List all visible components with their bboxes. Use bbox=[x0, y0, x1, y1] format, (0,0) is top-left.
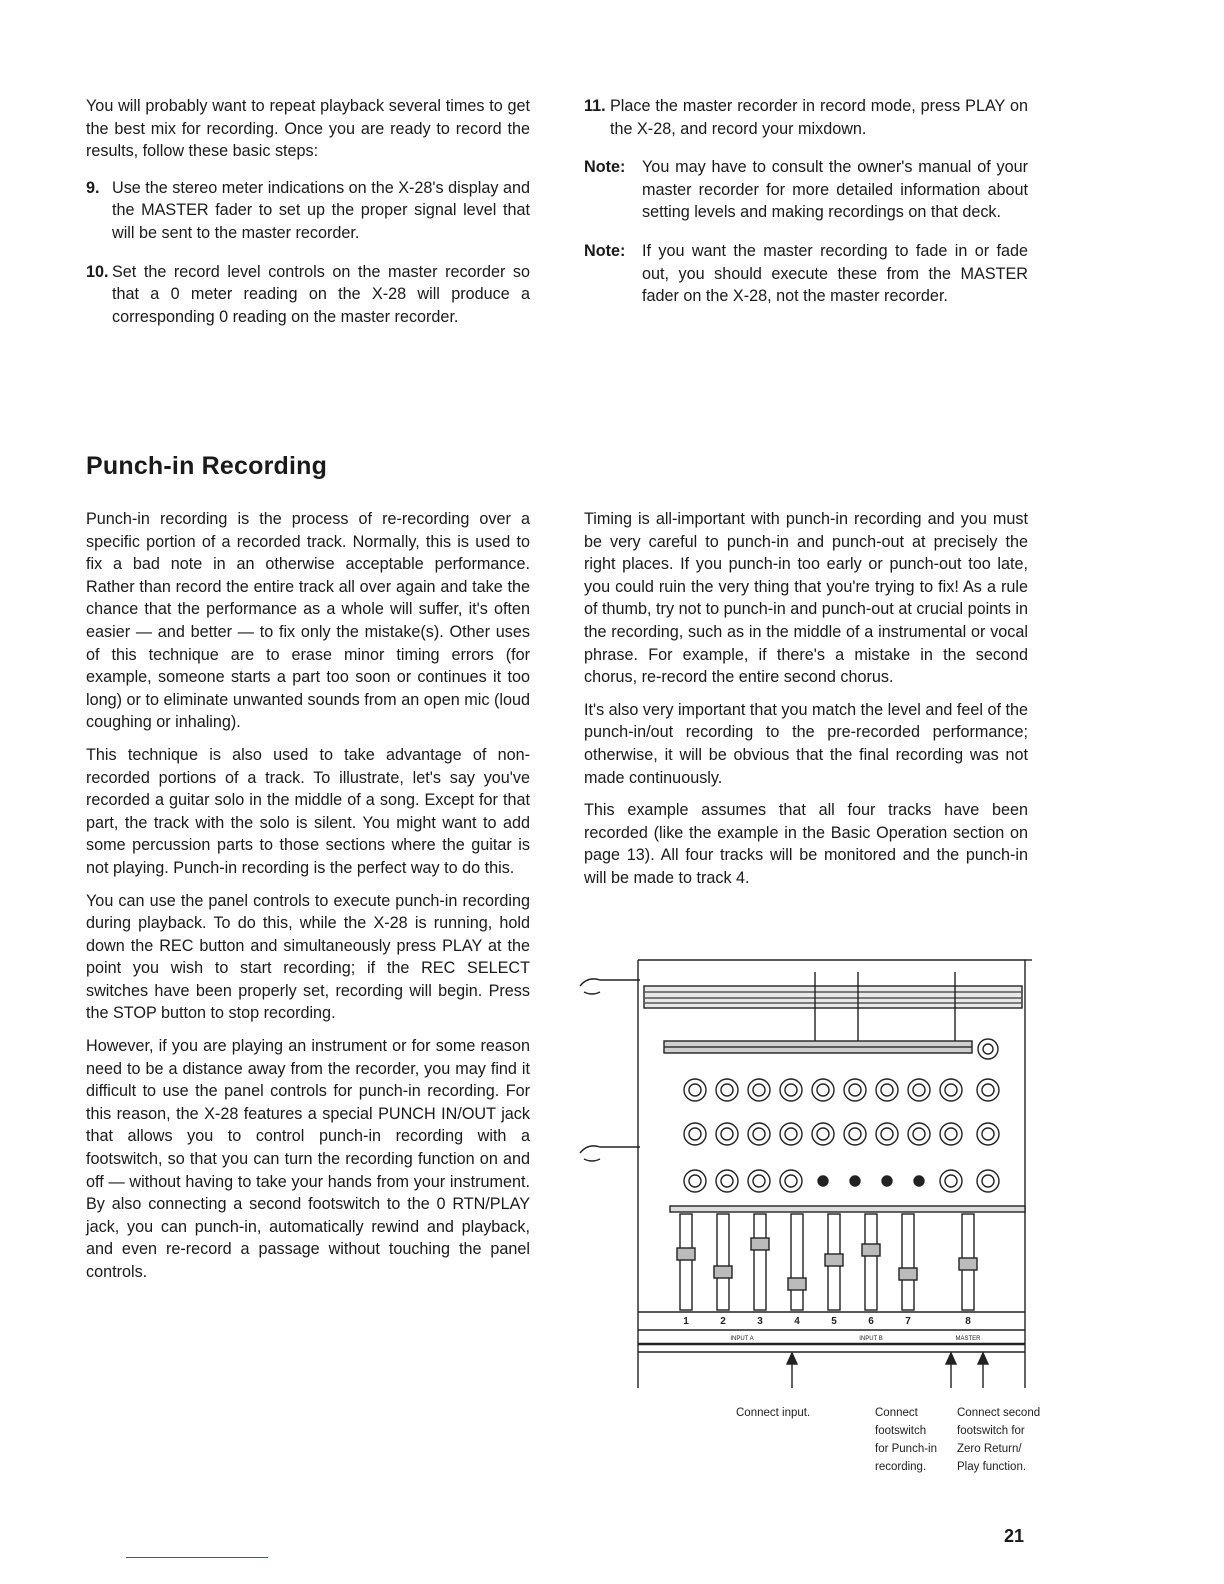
channel-number: 7 bbox=[905, 1316, 911, 1327]
section-label-input-a: INPUT A bbox=[730, 1336, 754, 1342]
paragraph: It's also very important that you match the level and feel of the punch-in/out recording to the pre-recorded performance; otherwise, it will be obvious that the final recording was not made continuously. bbox=[584, 700, 1028, 787]
step-text: Set the record level controls on the master recorder so that a 0 meter reading on the X-28 will produce a corresponding 0 reading on the master recorder. bbox=[112, 262, 530, 326]
mixer-diagram bbox=[570, 948, 1060, 1488]
step-number: 10. bbox=[86, 262, 109, 281]
callout-line: Zero Return/ bbox=[957, 1443, 1022, 1455]
page-number: 21 bbox=[1003, 1526, 1024, 1546]
callout-line: recording. bbox=[875, 1461, 927, 1473]
lower-left-column bbox=[86, 508, 530, 1294]
note-label: Note: bbox=[584, 158, 626, 177]
callout-line: Connect input. bbox=[736, 1407, 811, 1419]
note-text: If you want the master recording to fade in or fade out, you should execute these from the MASTER fader on the X-28, not the master recorder. bbox=[642, 241, 1028, 306]
channel-number: 5 bbox=[831, 1316, 837, 1327]
callout-line: Play function. bbox=[957, 1461, 1027, 1473]
note-label: Note: bbox=[584, 241, 626, 260]
note-text: You may have to consult the owner's manual of your master recorder for more detailed information about setting levels and making recordings on that deck. bbox=[642, 158, 1028, 222]
callout-line: for Punch-in bbox=[875, 1443, 938, 1455]
channel-number: 8 bbox=[965, 1316, 971, 1327]
note-2 bbox=[584, 240, 1028, 308]
section-label-input-b: INPUT B bbox=[859, 1336, 883, 1342]
callout-line: Connect second bbox=[957, 1407, 1041, 1419]
section-title: Punch-in Recording bbox=[86, 452, 328, 480]
mixer-panel-illustration bbox=[570, 948, 1060, 1388]
step-11 bbox=[584, 95, 1028, 140]
paragraph: This example assumes that all four tracks have been recorded (like the example in the Basic Operation section on page 13). All four tracks will be monitored and the punch-in will be made to track 4. bbox=[584, 801, 1028, 887]
intro-paragraph: You will probably want to repeat playback several times to get the best mix for recording. Once you are ready to record the results, follow these basic steps: bbox=[86, 97, 530, 161]
callout-footswitch-zero bbox=[957, 1404, 1040, 1476]
paragraph: This technique is also used to take advantage of non-recorded portions of a track. To illustrate, let's say you've recorded a guitar solo in the middle of a song. Except for that part, the track with the solo is silent. You might want to add some percussion parts to those sections where the guitar is not playing. Punch-in recording is the perfect way to do this. bbox=[86, 745, 530, 877]
note-1 bbox=[584, 156, 1028, 224]
callout-footswitch-punch bbox=[875, 1404, 937, 1476]
channel-number: 1 bbox=[683, 1316, 689, 1327]
step-number: 11. bbox=[584, 97, 606, 115]
step-text: Use the stereo meter indications on the X-28's display and the MASTER fader to set up the proper signal level that will be sent to the master recorder. bbox=[112, 178, 530, 242]
step-9 bbox=[86, 177, 530, 245]
top-right-column bbox=[584, 95, 1028, 324]
step-text: Place the master recorder in record mode, press PLAY on the X-28, and record your mixdown. bbox=[610, 97, 1028, 138]
callout-line: footswitch for bbox=[957, 1425, 1025, 1437]
channel-number: 6 bbox=[868, 1316, 874, 1327]
paragraph: Punch-in recording is the process of re-recording over a specific portion of a recorded track. Normally, this is used to fix a bad note in an otherwise acceptable performance. Rather than record the entire track all over again and take the chance that the performance as a whole will suffer, it's often easier — and better — to fix only the mistake(s). Other uses of this technique are to erase minor timing errors (for example, someone starts a part too soon or continues it too long) or to eliminate unwanted sounds from an open mic (loud coughing or inhaling). bbox=[86, 510, 530, 732]
channel-number: 4 bbox=[794, 1316, 800, 1327]
top-left-column bbox=[86, 95, 530, 344]
channel-number: 3 bbox=[757, 1316, 763, 1327]
step-number: 9. bbox=[86, 178, 100, 197]
step-10 bbox=[86, 261, 530, 329]
callout-line: footswitch bbox=[875, 1425, 927, 1437]
paragraph: Timing is all-important with punch-in recording and you must be very careful to punch-in and punch-out at precisely the right places. If you punch-in too early or punch-out too late, you could ruin the very thing that you're trying to fix! As a rule of thumb, try not to punch-in and punch-out at crucial points in the recording, such as in the middle of a instrumental or vocal phrase. For example, if there's a mistake in the second chorus, re-record the entire second chorus. bbox=[584, 510, 1028, 687]
paragraph: However, if you are playing an instrument or for some reason need to be a distance away from the recorder, you may find it difficult to use the panel controls for punch-in recording. For this reason, the X-28 features a special PUNCH IN/OUT jack that allows you to control punch-in recording with a footswitch, so that you can turn the recording function on and off — without having to take your hands from your instrument. By also connecting a second footswitch to the 0 RTN/PLAY jack, you can punch-in, automatically rewind and playback, and even re-record a passage without touching the panel controls. bbox=[86, 1037, 530, 1281]
callout-line: Connect bbox=[875, 1407, 918, 1419]
section-label-master: MASTER bbox=[955, 1336, 981, 1342]
callout-connect-input bbox=[736, 1404, 810, 1422]
lower-right-column bbox=[584, 508, 1028, 900]
paragraph: You can use the panel controls to execute punch-in recording during playback. To do this, while the X-28 is running, hold down the REC button and simultaneously press PLAY at the point you wish to start recording; if the REC SELECT switches have been properly set, recording will begin. Press the STOP button to stop recording. bbox=[86, 891, 530, 1023]
footer-rule bbox=[126, 1557, 268, 1558]
channel-number: 2 bbox=[720, 1316, 726, 1327]
